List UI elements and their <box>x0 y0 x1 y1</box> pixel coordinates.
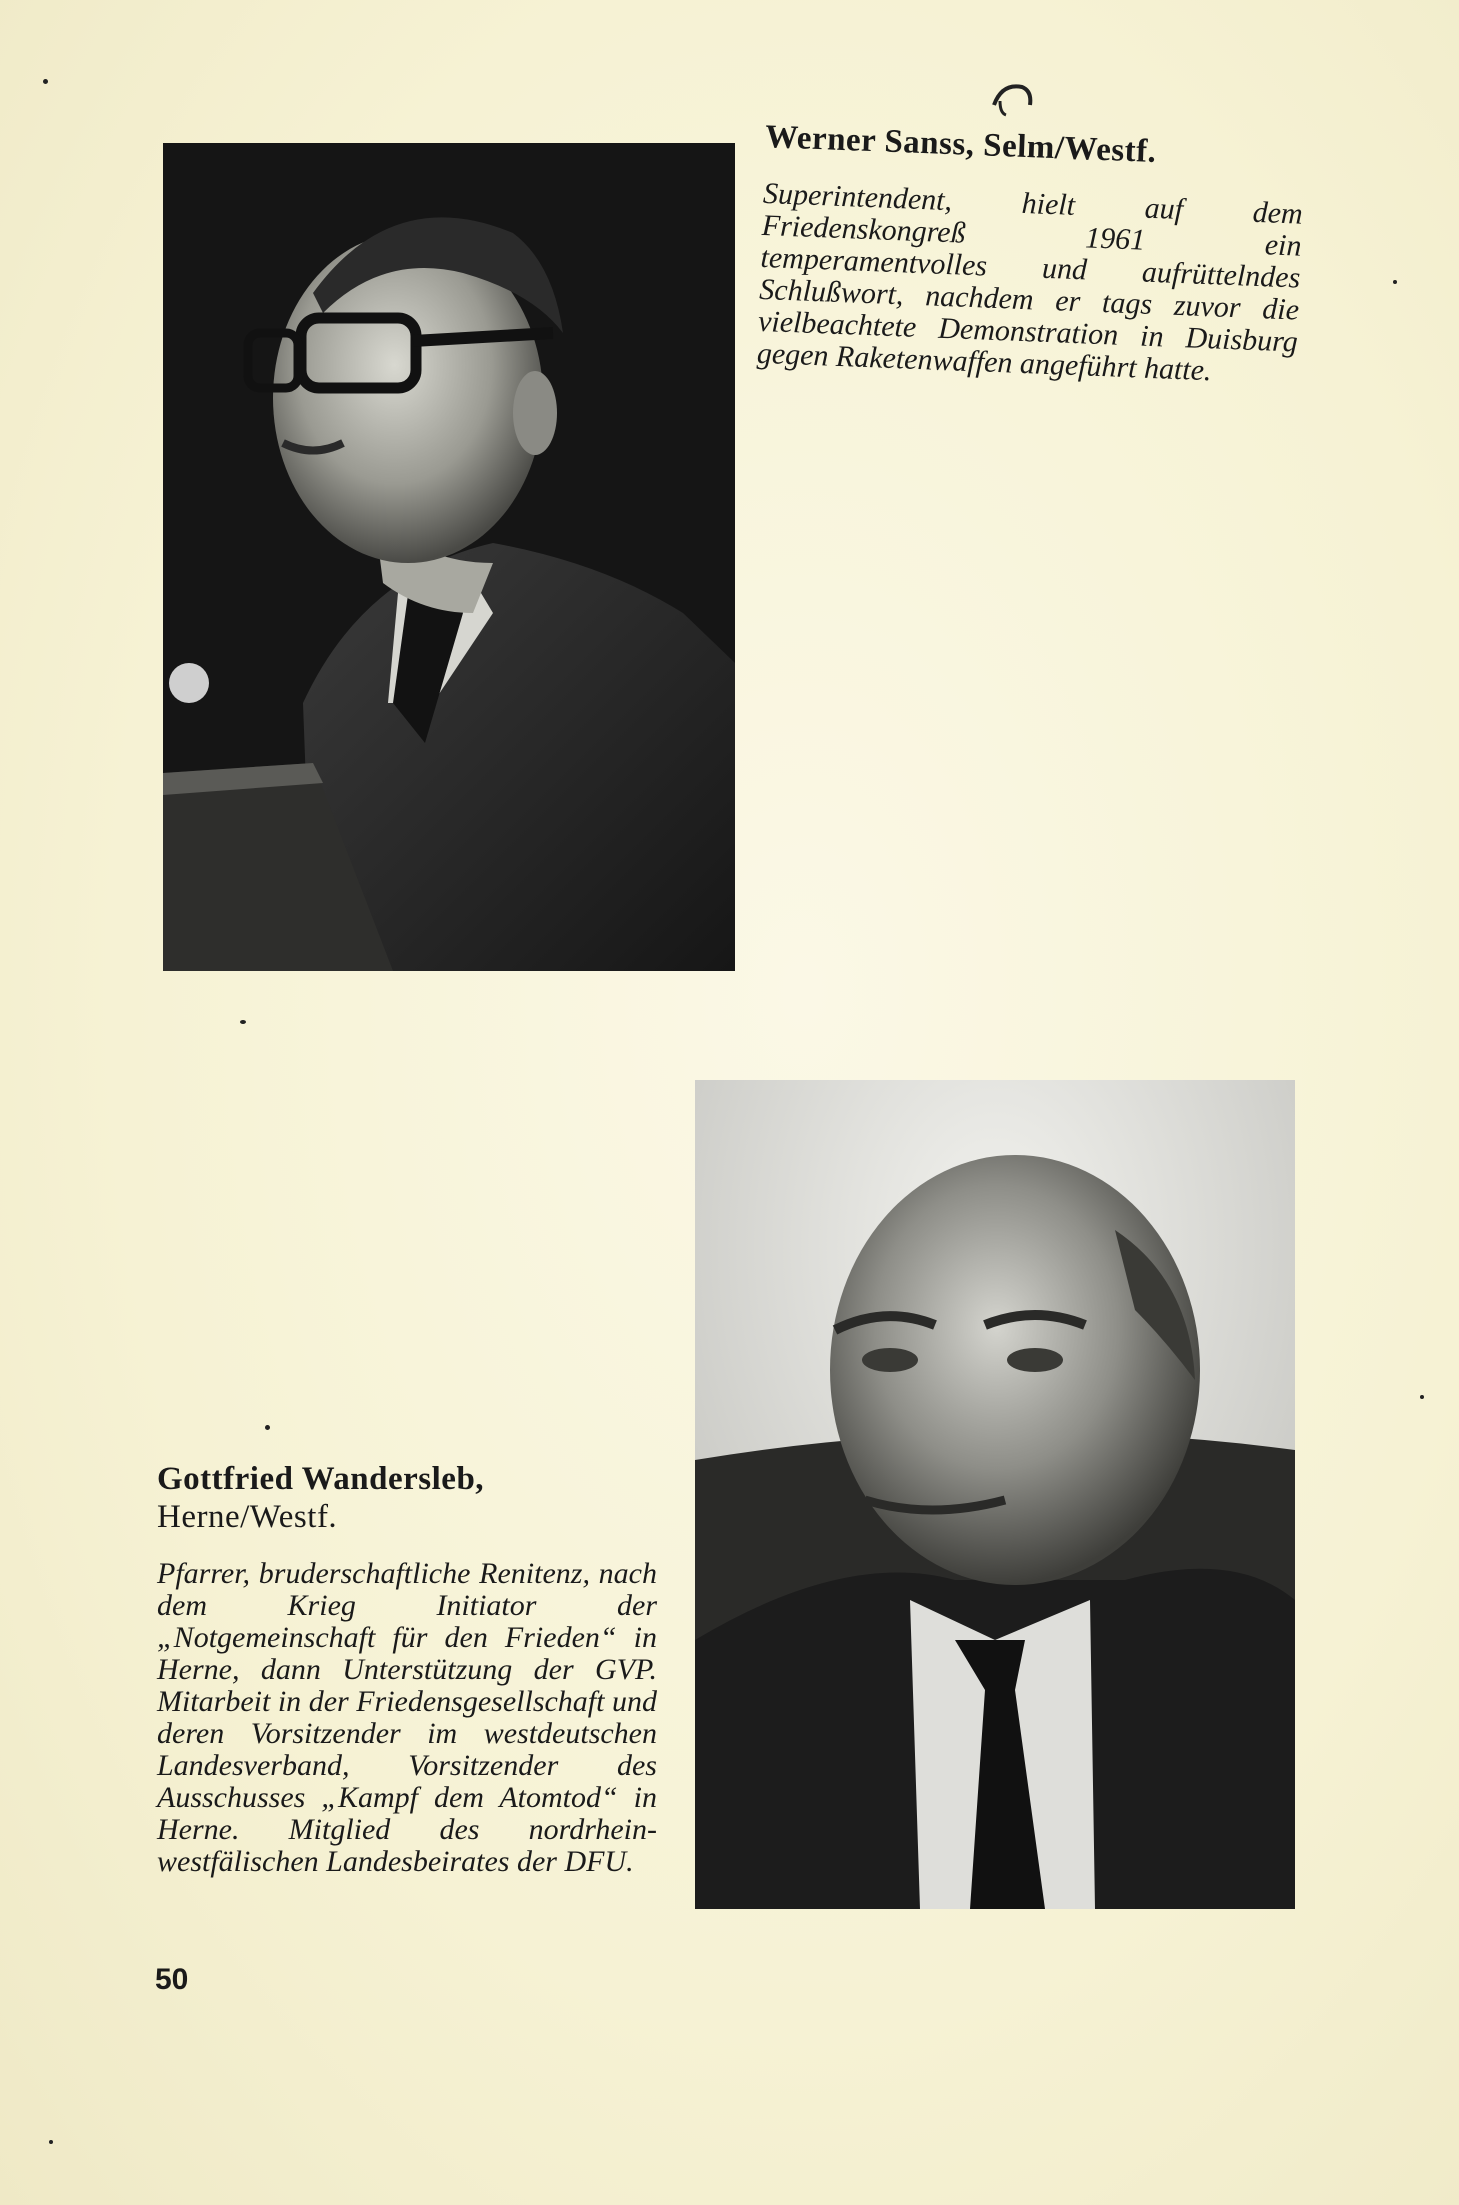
person-name: Gottfried Wandersleb, <box>157 1461 485 1497</box>
person-description: Pfarrer, bruderschaftliche Renitenz, nach dem Krieg Initiator der „Notgemeinschaft für den Frieden“ in Herne, dann Unterstützung der GVP. Mitarbeit in der Friedensgesellschaft und deren Vorsitzender im westdeutschen Landesverband, Vorsitzender des Ausschusses „Kampf dem Atomtod“ in Herne. Mitglied des nordrhein-westfälischen Landesbeirates der DFU. <box>157 1557 657 1878</box>
person-description: Superintendent, hielt auf dem Friedenskongreß 1961 ein temperamentvolles und aufrüttelndes Schlußwort, nachdem er tags zuvor die vielbeachtete Demonstration in Duisburg gegen Raketenwaffen angeführt hatte. <box>756 176 1304 388</box>
person-location: Herne/Westf. <box>157 1499 338 1535</box>
portrait-photo-werner-sanss <box>163 143 735 971</box>
speck <box>265 1425 270 1430</box>
speck <box>1420 1395 1424 1399</box>
page-number: 50 <box>155 1963 189 1996</box>
caption-gottfried-wandersleb <box>157 1460 657 1878</box>
smudge-mark-icon <box>982 75 1042 135</box>
portrait-photo-gottfried-wandersleb <box>695 1080 1295 1909</box>
speck <box>43 79 48 84</box>
person-name: Werner Sanss, Selm/Westf. <box>764 118 1158 170</box>
speck <box>240 1020 246 1024</box>
speck <box>1393 280 1397 284</box>
caption-werner-sanss <box>756 118 1305 391</box>
speck <box>49 2140 53 2144</box>
